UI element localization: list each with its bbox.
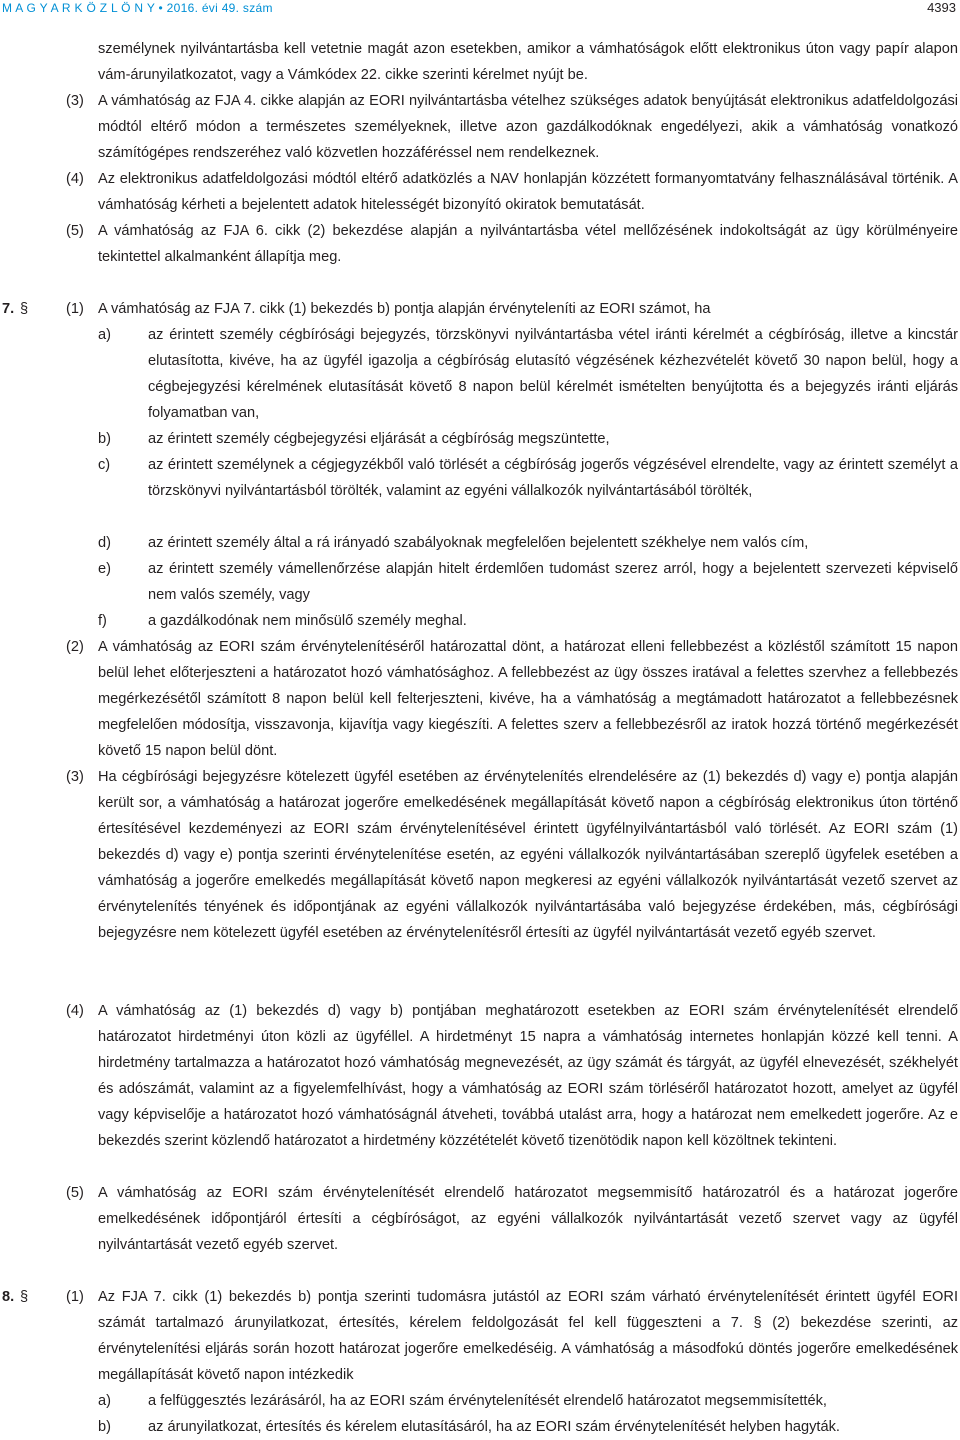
list-item-label: f) [98, 613, 107, 629]
list-item-label: b) [98, 1419, 111, 1435]
intro-paragraph-4: Az elektronikus adatfeldolgozási módtól eltérő adatközlés a NAV honlapján közzétett formanyomtatvány felhasználásával történik. A vámhatóság kérheti a bejelentett adatok hitelességét bizonyító okiratok bemutatását. [98, 171, 958, 213]
list-item-label: a) [98, 1393, 111, 1409]
intro-paragraph-3: A vámhatóság az FJA 4. cikke alapján az EORI nyilvántartásba vételhez szükséges adatok benyújtását elektronikus adatfeldolgozási módtól eltérő módon a természetes személyeknek, illetve azon gazdálkodóknak engedélyezi, akik a vámhatóság vonatkozó számítógépes rendszeréhez való közvetlen hozzáféréssel nem rendelkeznek. [98, 93, 958, 161]
paragraph-number: (4) [66, 171, 84, 187]
list-item: a gazdálkodónak nem minősülő személy meghal. [148, 613, 467, 629]
list-item: az érintett személy által a rá irányadó szabályoknak megfelelően bejelentett székhelye nem valós cím, [148, 535, 809, 551]
page-number: 4393 [927, 0, 956, 15]
list-item: a felfüggesztés lezárásáról, ha az EORI szám érvénytelenítését elrendelő határozatot megsemmisítették, [148, 1393, 827, 1409]
page-header [0, 0, 960, 22]
section7-paragraph-1: A vámhatóság az FJA 7. cikk (1) bekezdés b) pontja alapján érvényteleníti az EORI számot, ha [98, 301, 711, 317]
list-item-label: d) [98, 535, 111, 551]
section-sign: § [20, 301, 29, 317]
section-number: 7. [2, 301, 15, 317]
list-item: az érintett személynek a cégjegyzékből való törlését a cégbíróság jogerős végzésével elrendelte, vagy az érintett személyt a törzskönyvi nyilvántartásból törölték, valamint az egyéni vállalkozók nyilvántartásából törölték, [148, 457, 958, 499]
section-number: 8. [2, 1289, 15, 1305]
list-item-label: e) [98, 561, 111, 577]
section7-paragraph-5: A vámhatóság az EORI szám érvénytelenítését elrendelő határozatot megsemmisítő határozatról és a határozat jogerőre emelkedésének időpontjáról értesíti a cégbíróságot, az egyéni vállalkozók nyilvántartását vezető szervet vagy az ügyfél nyilvántartását vezető egyéb szervet. [98, 1185, 958, 1253]
list-item: az érintett személy vámellenőrzése alapján hitelt érdemlően tudomást szerez arról, hogy a bejelentett szervezeti képviselő nem valós személy, vagy [148, 561, 958, 603]
paragraph-number: (1) [66, 301, 84, 317]
list-item-label: b) [98, 431, 111, 447]
intro-paragraph-5: A vámhatóság az FJA 6. cikk (2) bekezdése alapján a nyilvántartásba vétel mellőzésének indokoltságát az ügy körülményeire tekintettel alkalmanként állapítja meg. [98, 223, 958, 265]
paragraph-number: (2) [66, 639, 84, 655]
list-item-label: c) [98, 457, 111, 473]
paragraph-number: (4) [66, 1003, 84, 1019]
section7-paragraph-3: Ha cégbírósági bejegyzésre kötelezett ügyfél esetében az érvénytelenítés elrendelésére az (1) bekezdés d) vagy e) pontja alapján került sor, a vámhatóság a határozat jogerőre emelkedésének megállapítását követő napon a cégbíróság elektronikus úton történő értesítésével kezdeményezi az EORI szám érvénytelenítésével érintett ügyfélnyilvántartásból való törlését. Az EORI szám (1) bekezdés d) vagy e) pontja szerinti érvénytelenítése esetén, az egyéni vállalkozók nyilvántartásában szereplő ügyfelek esetében a vámhatóság a jogerőre emelkedés megállapítását követő napon megkeresi az egyéni vállalkozók nyilvántartását vezető szervet az érvénytelenítés tényének és időpontjának az egyéni vállalkozók nyilvántartásába való bejegyzése érdekében, más, cégbírósági bejegyzésre nem kötelezett ügyfél esetében az érvénytelenítésről értesíti az ügyfél nyilvántartását vezető egyéb szervet. [98, 769, 958, 941]
paragraph-number: (5) [66, 223, 84, 239]
section7-paragraph-2: A vámhatóság az EORI szám érvénytelenítéséről határozattal dönt, a határozat elleni fellebbezést a közléstől számított 15 napon belül lehet előterjeszteni a határozatot hozó vámhatósághoz. A fellebbezést az ügy összes iratával a felettes szervhez a fellebbezés megérkezésétől számított 8 napon belül kell felterjeszteni, kivéve, ha a vámhatóság a megtámadott határozatot a fellebbezésnek megfelelően módosítja, visszavonja, kijavítja vagy kiegészíti. A felettes szerv a fellebbezésről az iratok hozzá történő megérkezését követő 15 napon belül dönt. [98, 639, 958, 759]
intro-paragraph-1: személynek nyilvántartásba kell vetetnie magát azon esetekben, amikor a vámhatóságok előtt elektronikus úton vagy papír alapon vám-árunyilatkozatot, vagy a Vámkódex 22. cikke szerinti kérelmet nyújt be. [98, 41, 958, 83]
section-sign: § [20, 1289, 29, 1305]
paragraph-number: (5) [66, 1185, 84, 1201]
list-item: az árunyilatkozat, értesítés és kérelem elutasításáról, ha az EORI szám érvénytelenítését helyben hagyták. [148, 1419, 840, 1435]
list-item: az érintett személy cégbírósági bejegyzés, törzskönyvi nyilvántartásba vétel iránti kérelmét a cégbíróság, illetve a kincstár elutasította, kivéve, ha az ügyfél igazolja a cégbíróság elutasító végzésének kézhezvételét követő 30 napon belül, hogy a cégbejegyzési kérelmének elutasítását követő 8 napon belül kérelmét ismételten benyújtotta és a bejegyzés iránti eljárás folyamatban van, [148, 327, 958, 421]
section7-paragraph-4: A vámhatóság az (1) bekezdés d) vagy b) pontjában meghatározott esetekben az EORI szám érvénytelenítését elrendelő határozatot hirdetményi úton közli az ügyféllel. A hirdetményt 15 napra a vámhatóság internetes honlapján közzé kell tenni. A hirdetmény tartalmazza a határozatot hozó vámhatóság megnevezését, az ügy számát és tárgyát, az ügyfél elnevezését, székhelyét és adószámát, valamint az a figyelemfelhívást, hogy a vámhatóság az EORI szám törléséről határozatot hozott, amelyet az ügyfél vagy képviselője a határozatot hozó vámhatóságnál átveheti, továbbá utalást arra, hogy a határozat nem emelkedett jogerőre. Az e bekezdés szerint közlendő határozatot a hirdetmény közzétételét követő tizenötödik napon kell közöltnek tekinteni. [98, 1003, 958, 1149]
paragraph-number: (3) [66, 93, 84, 109]
paragraph-number: (3) [66, 769, 84, 785]
paragraph-number: (1) [66, 1289, 84, 1305]
section8-paragraph-1: Az FJA 7. cikk (1) bekezdés b) pontja szerinti tudomásra jutástól az EORI szám várható érvénytelenítését érintett ügyfél EORI számát tartalmazó árunyilatkozat, értesítés, kérelem feldolgozását fel kell függeszteni a 7. § (2) bekezdése szerinti, az érvénytelenítési eljárás során hozott határozat jogerőre emelkedéséig. A vámhatóság a másodfokú döntés jogerőre emelkedésének megállapítását követő napon intézkedik [98, 1289, 958, 1383]
list-item: az érintett személy cégbejegyzési eljárását a cégbíróság megszüntette, [148, 431, 610, 447]
journal-title: M A G Y A R K Ö Z L Ö N Y • 2016. évi 49. szám [2, 1, 273, 15]
list-item-label: a) [98, 327, 111, 343]
